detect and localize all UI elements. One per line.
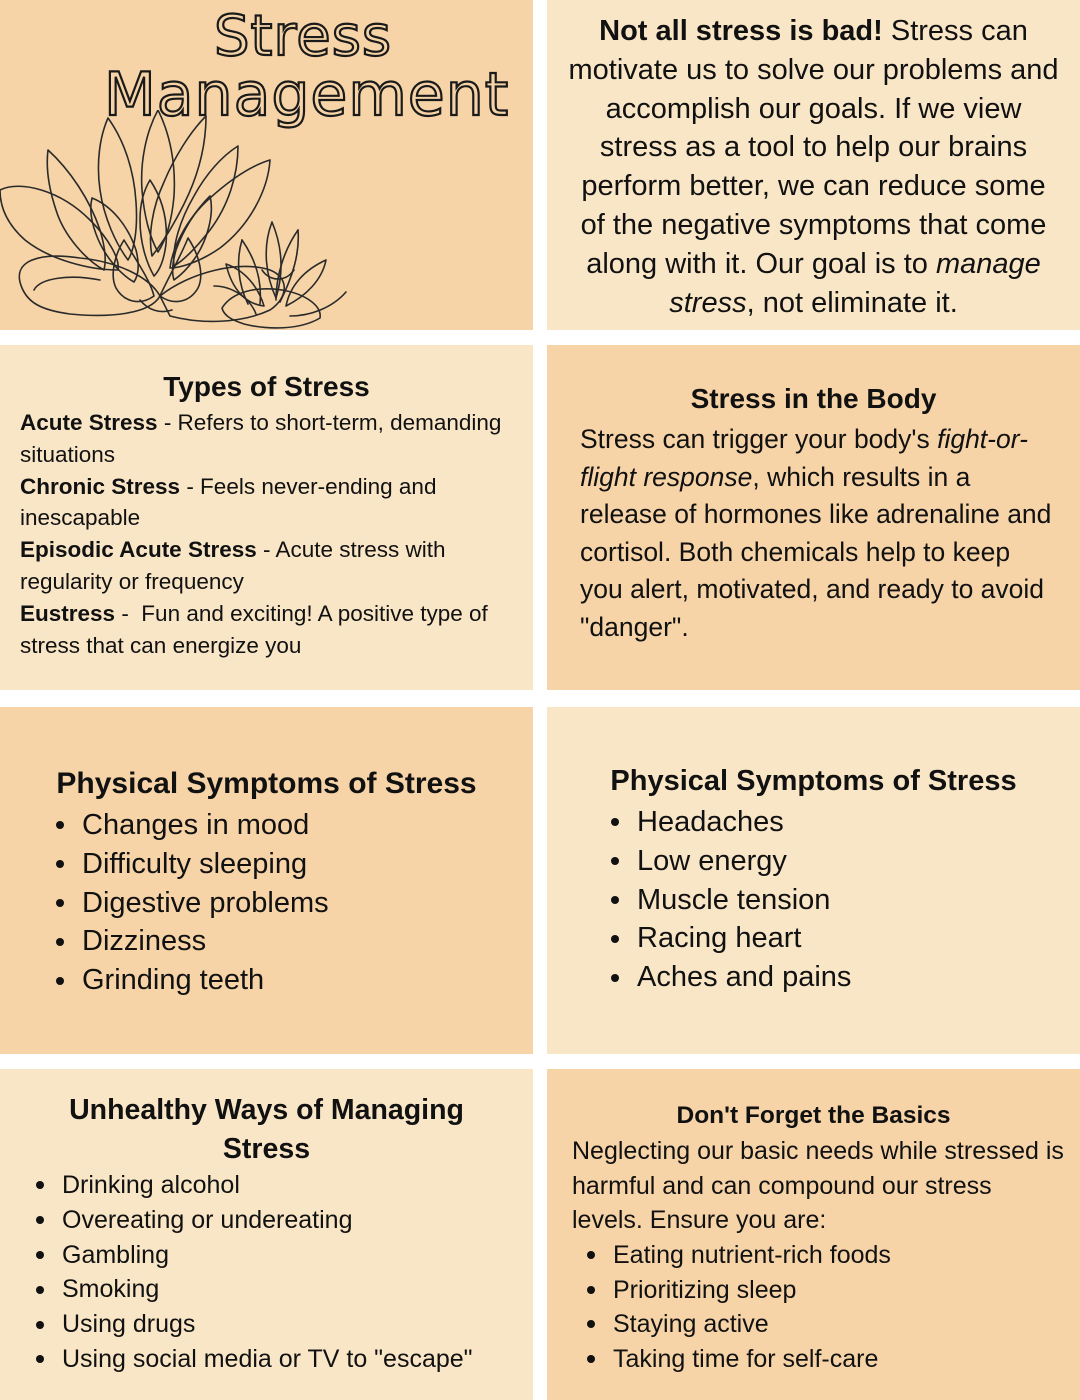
not-all-stress-emphasis: manage stress bbox=[669, 247, 1041, 319]
stress-type-term: Acute Stress bbox=[20, 410, 158, 435]
physical-symptoms-panel-left bbox=[0, 707, 533, 1054]
list-item: Racing heart bbox=[609, 919, 851, 958]
basics-title: Don't Forget the Basics bbox=[676, 1102, 951, 1129]
list-item: Low energy bbox=[609, 842, 851, 881]
list-item: Digestive problems bbox=[54, 884, 329, 923]
list-item: Difficulty sleeping bbox=[54, 845, 329, 884]
stress-in-body-paragraph bbox=[580, 421, 1058, 647]
not-all-stress-paragraph bbox=[567, 12, 1060, 322]
list-item: Gambling bbox=[34, 1238, 473, 1273]
unhealthy-ways-list bbox=[34, 1168, 473, 1377]
stress-type-item bbox=[20, 407, 519, 471]
unhealthy-ways-title bbox=[20, 1091, 513, 1169]
page-title-line-2: Management bbox=[104, 60, 510, 130]
page-title-line-1: Stress bbox=[214, 4, 393, 69]
not-all-stress-heading: Not all stress is bad! bbox=[599, 15, 883, 47]
stress-type-term: Chronic Stress bbox=[20, 473, 181, 499]
list-item: Overeating or undereating bbox=[34, 1203, 473, 1238]
stress-type-desc: - Refers to short-term, demanding situations bbox=[20, 410, 502, 467]
stress-type-desc: - Feels never-ending and inescapable bbox=[20, 473, 437, 531]
stress-in-body-title: Stress in the Body bbox=[690, 383, 937, 414]
stress-type-term: Eustress bbox=[20, 600, 116, 626]
list-item: Headaches bbox=[609, 803, 851, 842]
list-item: Muscle tension bbox=[609, 881, 851, 920]
stress-type-item bbox=[20, 534, 519, 598]
stress-type-item bbox=[20, 598, 519, 662]
stress-type-term: Episodic Acute Stress bbox=[20, 537, 257, 563]
stress-in-body-text-1: Stress can trigger your body's bbox=[580, 424, 938, 454]
list-item: Changes in mood bbox=[54, 806, 329, 845]
basics-intro: Neglecting our basic needs while stressed is harmful and can compound our stress levels. Ensure you are: bbox=[572, 1137, 1064, 1235]
list-item: Grinding teeth bbox=[54, 961, 329, 1000]
list-item: Staying active bbox=[585, 1307, 891, 1342]
types-of-stress-list bbox=[20, 407, 519, 661]
list-item: Eating nutrient-rich foods bbox=[585, 1238, 891, 1273]
list-item: Dizziness bbox=[54, 922, 329, 961]
physical-symptoms-list-left bbox=[54, 806, 329, 1000]
list-item: Taking time for self-care bbox=[585, 1342, 891, 1377]
list-item: Aches and pains bbox=[609, 958, 851, 997]
unhealthy-ways-title-line-2: Stress bbox=[222, 1133, 311, 1165]
basics-list bbox=[585, 1238, 891, 1376]
lotus-illustration-icon bbox=[0, 110, 360, 330]
stress-type-desc: - Fun and exciting! A positive type of stress that can energize you bbox=[20, 600, 495, 658]
stress-type-item bbox=[20, 471, 519, 535]
list-item: Using drugs bbox=[34, 1307, 473, 1342]
stress-in-body-emphasis: fight-or-flight response bbox=[580, 424, 1028, 492]
physical-symptoms-title-left: Physical Symptoms of Stress bbox=[56, 767, 477, 800]
physical-symptoms-list-right bbox=[609, 803, 851, 997]
basics-panel bbox=[547, 1069, 1080, 1400]
list-item: Using social media or TV to "escape" bbox=[34, 1342, 473, 1377]
types-of-stress-title: Types of Stress bbox=[163, 371, 370, 402]
unhealthy-ways-panel bbox=[0, 1069, 533, 1400]
physical-symptoms-panel-right bbox=[547, 707, 1080, 1054]
list-item: Smoking bbox=[34, 1272, 473, 1307]
not-all-stress-text-1: Stress can motivate us to solve our problems and accomplish our goals. If we view stress as a tool to help our brains perform better, we can reduce some of the negative symptoms that come along with it. Our goal is to bbox=[568, 15, 1059, 280]
stress-type-desc: - Acute stress with regularity or frequency bbox=[20, 537, 446, 594]
types-of-stress-panel bbox=[0, 345, 533, 690]
not-all-stress-text-2: , not eliminate it. bbox=[746, 286, 958, 319]
not-all-stress-panel bbox=[547, 0, 1080, 330]
stress-in-body-panel bbox=[547, 345, 1080, 690]
list-item: Prioritizing sleep bbox=[585, 1273, 891, 1308]
physical-symptoms-title-right: Physical Symptoms of Stress bbox=[610, 765, 1017, 797]
unhealthy-ways-title-line-1: Unhealthy Ways of Managing bbox=[69, 1094, 464, 1126]
title-panel bbox=[0, 0, 533, 330]
stress-in-body-text-2: , which results in a release of hormones like adrenaline and cortisol. Both chemicals help to keep you alert, motivated, and ready to avoid "danger". bbox=[580, 461, 1052, 642]
list-item: Drinking alcohol bbox=[34, 1168, 473, 1203]
